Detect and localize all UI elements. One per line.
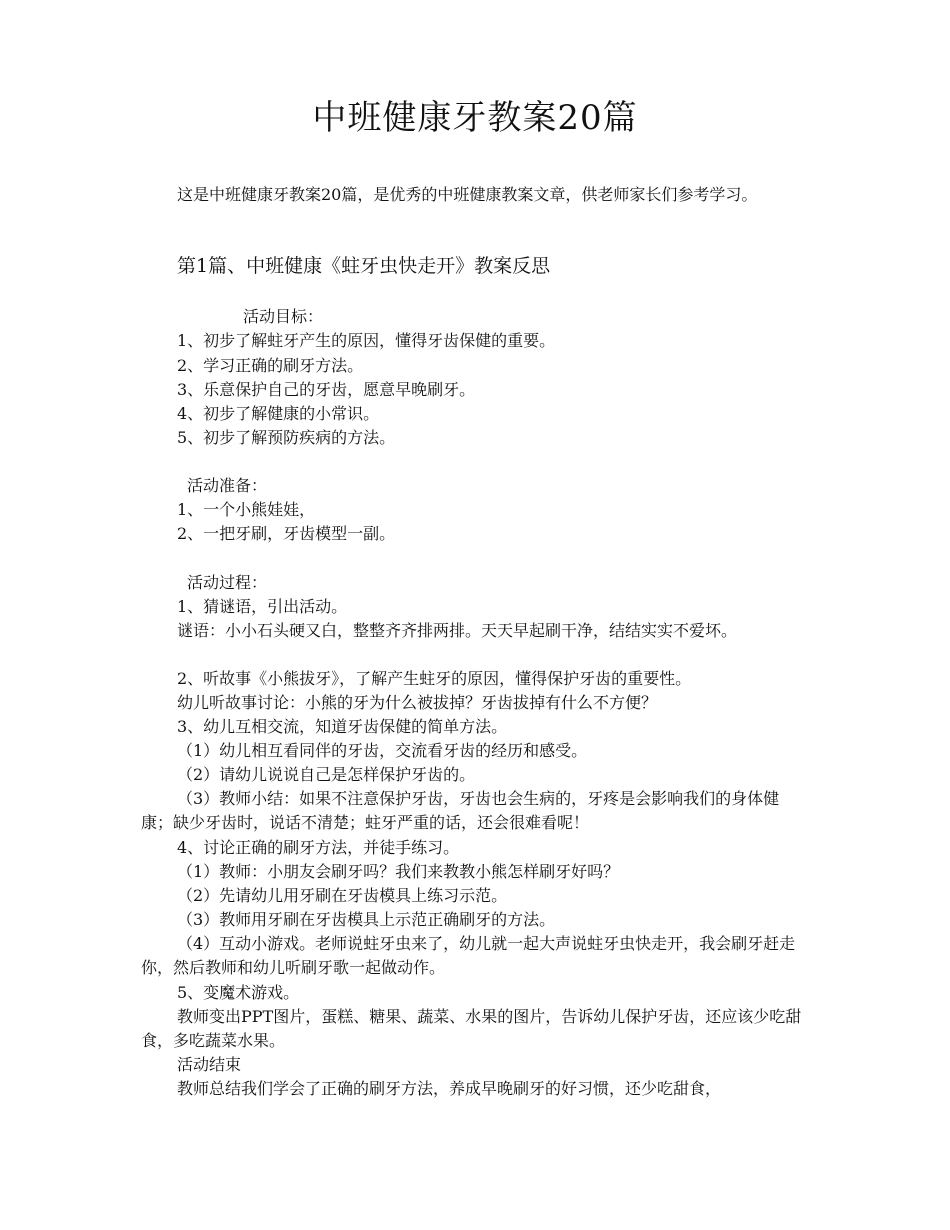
goal-item: 4、初步了解健康的小常识。 [177,404,380,423]
process-item: （1）教师：小朋友会刷牙吗？我们来教教小熊怎样刷牙好吗？ [177,862,620,881]
process-item: （4）互动小游戏。老师说蛀牙虫来了，幼儿就一起大声说蛀牙虫快走开，我会刷牙赶走你，然后教师和幼儿听刷牙歌一起做动作。 [141,934,796,977]
process-item: 幼儿听故事讨论：小熊的牙为什么被拔掉？牙齿拔掉有什么不方便？ [177,693,658,712]
process-item: 2、听故事《小熊拔牙》，了解产生蛀牙的原因，懂得保护牙齿的重要性。 [177,669,692,688]
process-item: （3）教师用牙刷在牙齿模具上示范正确刷牙的方法。 [177,910,556,929]
goal-item: 2、学习正确的刷牙方法。 [177,356,364,375]
process-item: 教师变出PPT图片，蛋糕、糖果、蔬菜、水果的图片，告诉幼儿保护牙齿，还应该少吃甜食，多吃蔬菜水果。 [141,1007,802,1050]
prep-item: 2、一把牙刷，牙齿模型一副。 [177,524,396,543]
document-title: 中班健康牙教案20篇 [312,98,638,138]
intro-paragraph: 这是中班健康牙教案20篇，是优秀的中班健康教案文章，供老师家长们参考学习。 [177,185,758,204]
process-item: 谜语：小小石头硬又白，整整齐齐排两排。天天早起刷干净，结结实实不爱坏。 [177,621,738,640]
process-item: 活动结束 [177,1055,242,1074]
process-item: （2）请幼儿说说自己是怎样保护牙齿的。 [177,765,476,784]
process-item: 3、幼儿互相交流，知道牙齿保健的简单方法。 [177,717,508,736]
process-item: （1）幼儿相互看同伴的牙齿，交流看牙齿的经历和感受。 [177,741,588,760]
process-item: 4、讨论正确的刷牙方法，并徒手练习。 [177,838,460,857]
process-item: 教师总结我们学会了正确的刷牙方法，养成早晚刷牙的好习惯，还少吃甜食， [177,1079,722,1098]
process-item: 1、猜谜语，引出活动。 [177,597,348,616]
process-label: 活动过程： [187,573,268,592]
prep-label: 活动准备： [187,476,268,495]
goals-label: 活动目标： [243,307,324,326]
goal-item: 1、初步了解蛀牙产生的原因，懂得牙齿保健的重要。 [177,331,556,350]
prep-item: 1、一个小熊娃娃， [177,500,316,519]
section-heading: 第1篇、中班健康《蛀牙虫快走开》教案反思 [177,255,551,277]
goal-item: 3、乐意保护自己的牙齿，愿意早晚刷牙。 [177,380,476,399]
process-item: （2）先请幼儿用牙刷在牙齿模具上练习示范。 [177,886,508,905]
process-item: （3）教师小结：如果不注意保护牙齿，牙齿也会生病的，牙疼是会影响我们的身体健康；缺少牙齿时，说话不清楚；蛀牙严重的话，还会很难看呢！ [141,789,780,832]
goal-item: 5、初步了解预防疾病的方法。 [177,428,396,447]
process-item: 5、变魔术游戏。 [177,983,300,1002]
